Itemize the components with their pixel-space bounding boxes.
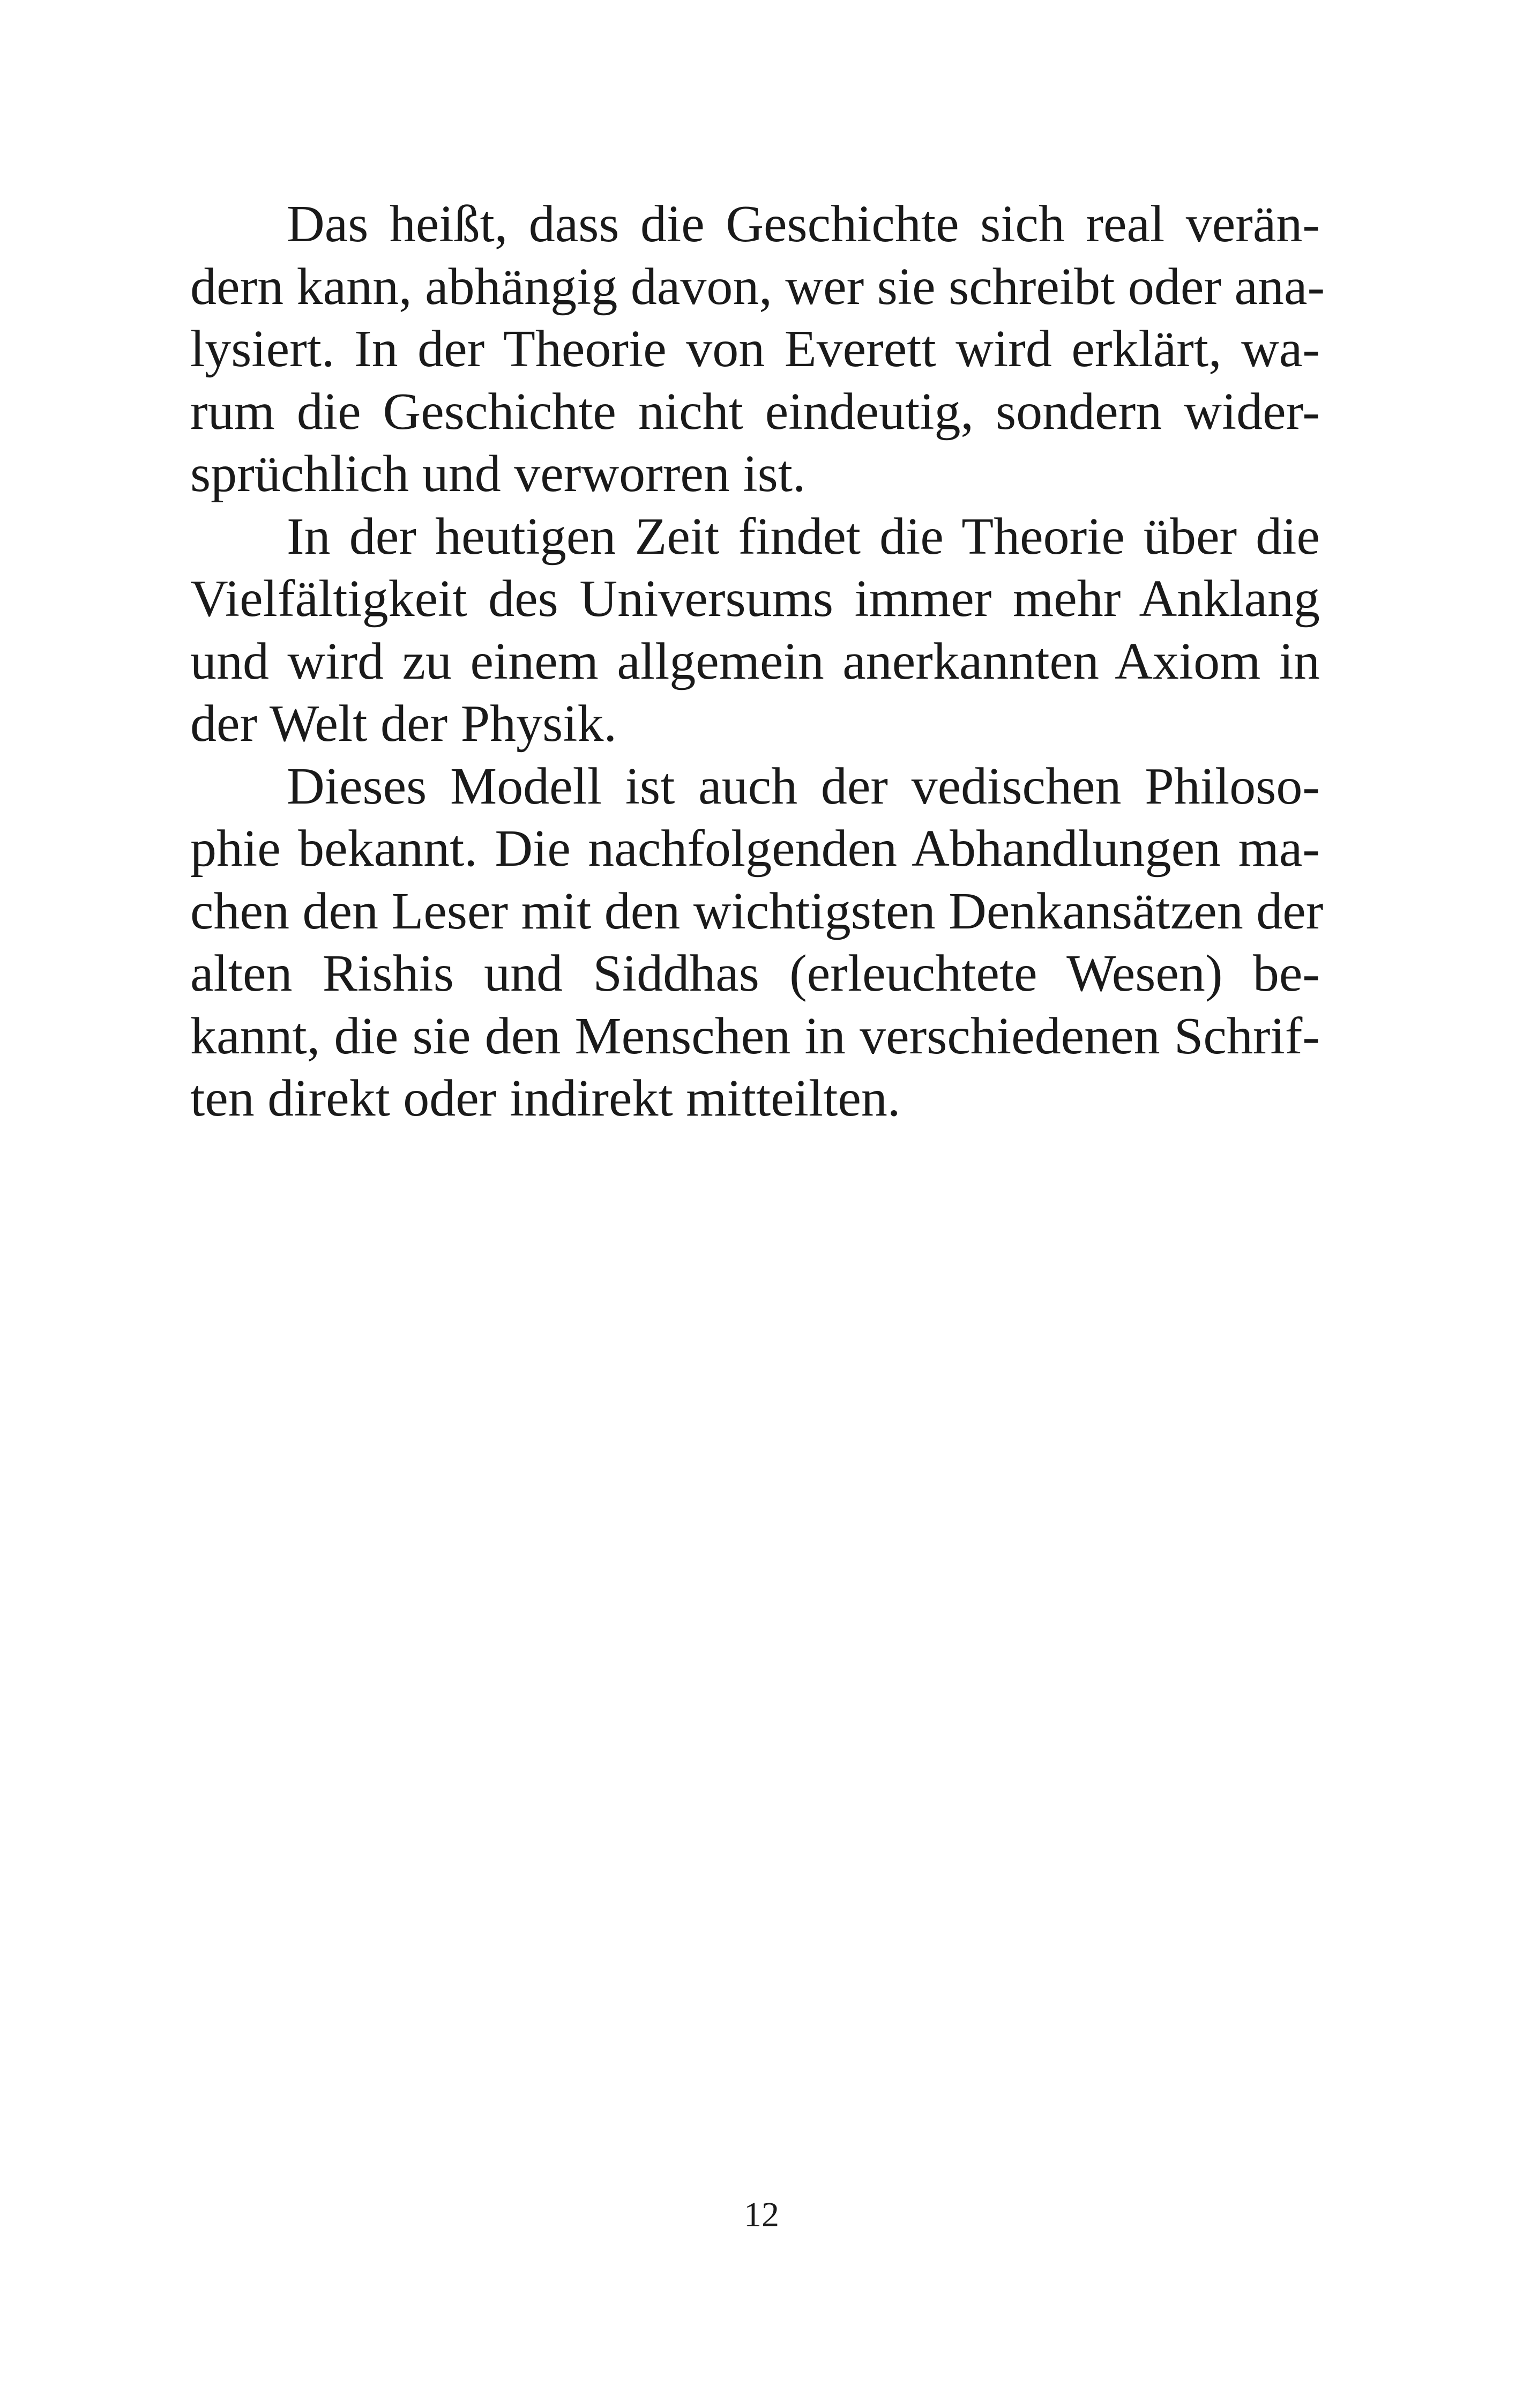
text-line: Dieses Modell ist auch der vedischen Philoso-: [287, 757, 1320, 815]
text-line: In der heutigen Zeit findet die Theorie über die: [287, 507, 1320, 566]
text-line: der Welt der Physik.: [190, 695, 617, 753]
text-line: alten Rishis und Siddhas (erleuchtete Wesen) be-: [190, 945, 1320, 1002]
body-text: [190, 193, 1325, 1130]
text-line: Vielfältigkeit des Universums immer mehr Anklang: [190, 570, 1320, 628]
text-line: chen den Leser mit den wichtigsten Denkansätzen der: [190, 882, 1324, 940]
text-line: dern kann, abhängig davon, wer sie schreibt oder ana-: [190, 257, 1325, 316]
text-line: phie bekannt. Die nachfolgenden Abhandlungen ma-: [190, 820, 1320, 878]
text-line: rum die Geschichte nicht eindeutig, sondern wider-: [190, 382, 1320, 441]
page-number: 12: [744, 2195, 779, 2234]
text-line: ten direkt oder indirekt mitteilten.: [190, 1069, 901, 1127]
text-line: Das heißt, dass die Geschichte sich real verän-: [287, 195, 1320, 253]
text-line: sprüchlich und verworren ist.: [190, 445, 806, 503]
text-line: kannt, die sie den Menschen in verschiedenen Schrif-: [190, 1007, 1320, 1065]
paragraph: [190, 506, 1320, 755]
text-line: und wird zu einem allgemein anerkannten Axiom in: [190, 632, 1320, 690]
paragraph: [190, 755, 1324, 1130]
text-line: lysiert. In der Theorie von Everett wird erklärt, wa-: [190, 320, 1320, 378]
paragraph: [190, 193, 1325, 506]
